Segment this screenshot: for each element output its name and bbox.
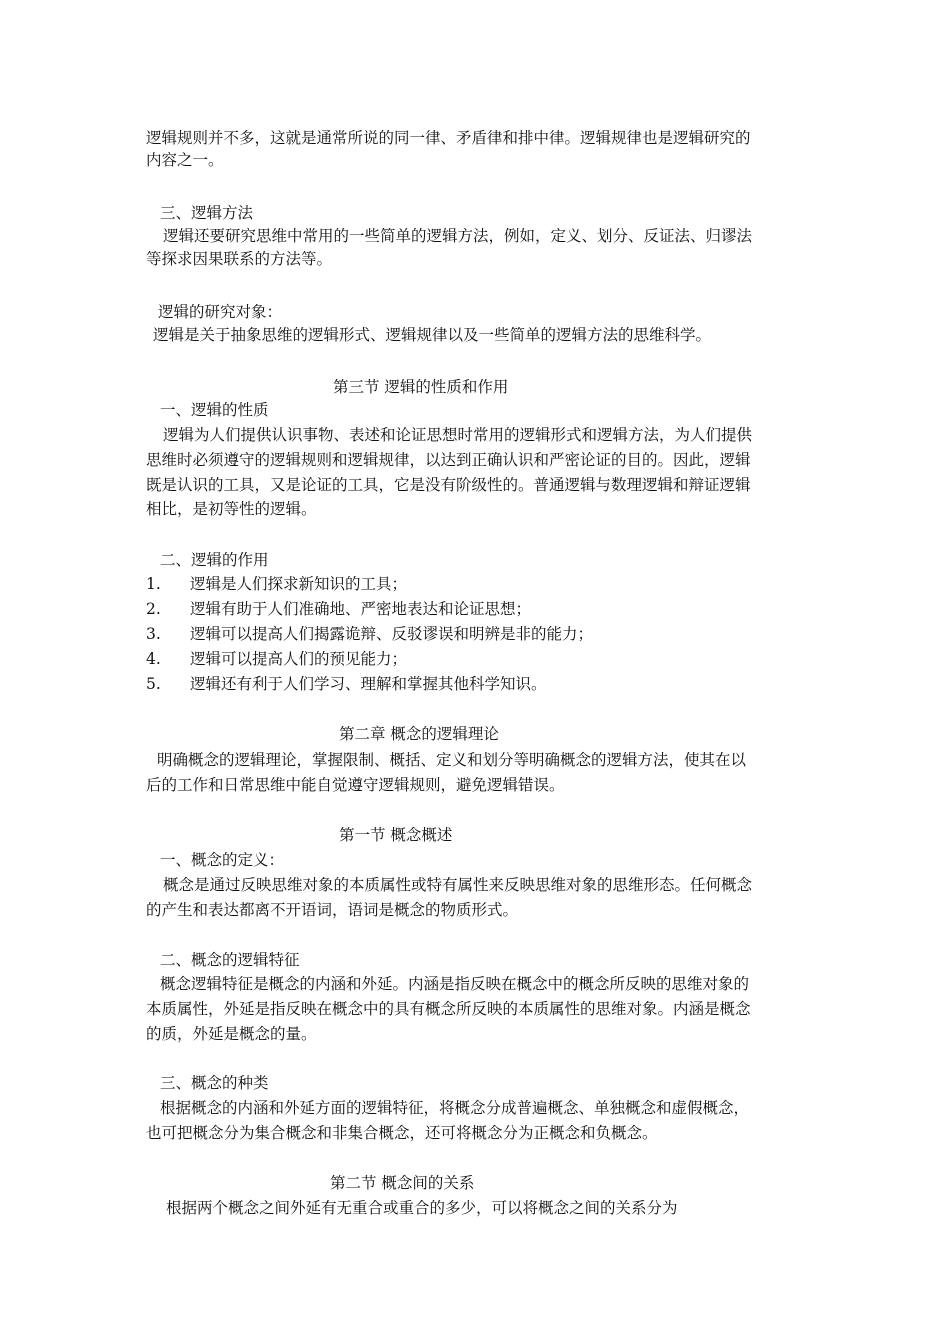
section-heading: 一、逻辑的性质	[160, 401, 269, 419]
list-text: 逻辑有助于人们准确地、严密地表达和论证思想；	[190, 600, 532, 618]
body-text-line: 概念是通过反映思维对象的本质属性或特有属性来反映思维对象的思维形态。任何概念	[163, 876, 753, 894]
body-text-line: 思维时必须遵守的逻辑规则和逻辑规律，以达到正确认识和严密论证的目的。因此，逻辑	[146, 451, 751, 469]
section-heading: 二、概念的逻辑特征	[160, 951, 300, 969]
body-text-line: 本质属性，外延是指反映在概念中的具有概念所反映的本质属性的思维对象。内涵是概念	[146, 1000, 751, 1018]
body-text-line: 的产生和表达都离不开语词，语词是概念的物质形式。	[146, 901, 519, 919]
section-heading: 三、概念的种类	[160, 1074, 269, 1092]
chapter-title: 第二章 概念的逻辑理论	[339, 725, 499, 743]
body-text-line: 等探求因果联系的方法等。	[146, 250, 333, 268]
section-heading: 二、逻辑的作用	[160, 551, 269, 569]
body-text-line: 的质，外延是概念的量。	[146, 1025, 317, 1043]
body-text-line: 逻辑为人们提供认识事物、表述和论证思想时常用的逻辑形式和逻辑方法，为人们提供	[163, 426, 753, 444]
section-title: 第三节 逻辑的性质和作用	[333, 378, 509, 396]
list-item	[146, 598, 531, 620]
body-text-line: 逻辑规则并不多，这就是通常所说的同一律、矛盾律和排中律。逻辑规律也是逻辑研究的	[146, 129, 751, 147]
list-number: 2.	[146, 600, 161, 618]
list-item	[146, 573, 407, 595]
list-item	[146, 673, 547, 695]
section-heading: 逻辑的研究对象：	[158, 303, 283, 321]
list-text: 逻辑是人们探求新知识的工具；	[190, 575, 408, 593]
section-heading: 三、逻辑方法	[160, 204, 254, 222]
list-number: 4.	[146, 650, 161, 668]
body-text-line: 既是认识的工具，又是论证的工具，它是没有阶级性的。普通逻辑与数理逻辑和辩证逻辑	[146, 476, 751, 494]
body-text-line: 明确概念的逻辑理论，掌握限制、概括、定义和划分等明确概念的逻辑方法，使其在以	[157, 751, 747, 769]
list-item	[146, 648, 407, 670]
list-text: 逻辑还有利于人们学习、理解和掌握其他科学知识。	[190, 675, 547, 693]
list-number: 5.	[146, 675, 161, 693]
list-number: 1.	[146, 575, 161, 593]
body-text-line: 相比，是初等性的逻辑。	[146, 500, 317, 518]
body-text-line: 逻辑还要研究思维中常用的一些简单的逻辑方法，例如，定义、划分、反证法、归谬法	[163, 227, 753, 245]
body-text-line: 逻辑是关于抽象思维的逻辑形式、逻辑规律以及一些简单的逻辑方法的思维科学。	[153, 326, 712, 344]
body-text-line: 内容之一。	[146, 151, 224, 169]
section-heading: 一、概念的定义：	[160, 851, 285, 869]
body-text-line: 也可把概念分为集合概念和非集合概念，还可将概念分为正概念和负概念。	[146, 1124, 658, 1142]
list-text: 逻辑可以提高人们的预见能力；	[190, 650, 408, 668]
list-item	[146, 623, 593, 645]
body-text-line: 根据概念的内涵和外延方面的逻辑特征，将概念分成普遍概念、单独概念和虚假概念，	[160, 1099, 750, 1117]
body-text-line: 概念逻辑特征是概念的内涵和外延。内涵是指反映在概念中的概念所反映的思维对象的	[160, 975, 750, 993]
body-text-line: 后的工作和日常思维中能自觉遵守逻辑规则，避免逻辑错误。	[146, 776, 565, 794]
section-title: 第二节 概念间的关系	[330, 1174, 475, 1192]
list-number: 3.	[146, 625, 161, 643]
body-text-line: 根据两个概念之间外延有无重合或重合的多少，可以将概念之间的关系分为	[166, 1199, 678, 1217]
list-text: 逻辑可以提高人们揭露诡辩、反驳谬误和明辨是非的能力；	[190, 625, 594, 643]
section-title: 第一节 概念概述	[339, 826, 453, 844]
